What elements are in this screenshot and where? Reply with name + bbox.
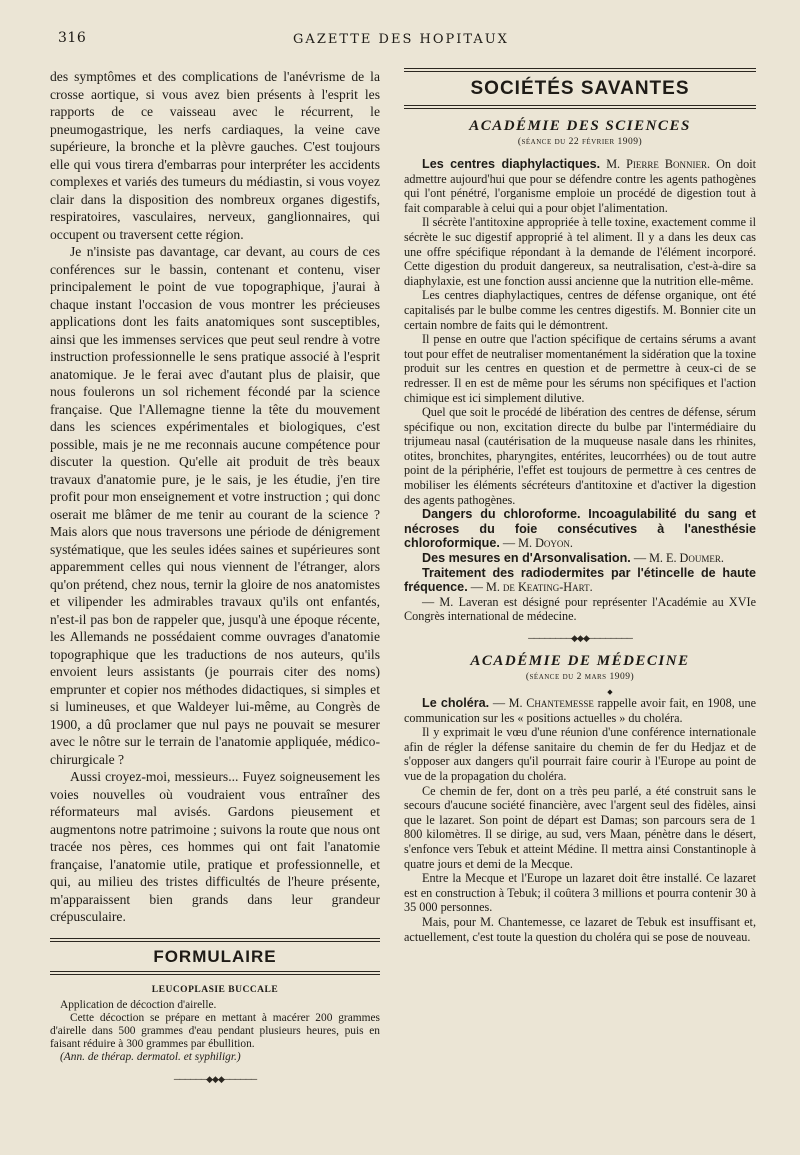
formula-source: (Ann. de thérap. dermatol. et syphiligr.) [60, 1051, 241, 1064]
article-paragraph: des symptômes et des complications de l'anévrisme de la crosse aortique, si vous avez bien présents à l'esprit les rapports de ce vaisseau avec le récurrent, le pneumogastrique, les nerfs cardiaques, la veine cave supérieure, la bronche et la plèvre gauches. C'est toujours elle qui vous tirera d'embarras pour interpréter les accidents complexes et variés des tumeurs du médiastin, si vous voyez clair dans la disposition des nombreux organes digestifs, respiratoires, vasculaires, nerveux, ganglionnaires, qui occupent ou traversent cette région. [50, 69, 380, 242]
ornament-divider: ────────◆◆◆──────── [528, 633, 632, 643]
section-rule [50, 971, 380, 975]
article-paragraph: Il sécrète l'antitoxine appropriée à telle toxine, exactement comme il sécrète le suc digestif approprié à tel aliment. Il y a dans les deux cas une offre spécifique répondant à la demande de l'élément incorporé. Cette digestion du produit dangereux, sa neutralisation, c'est-à-dire sa diaphylaxie, est une fonction aussi ancienne que la nutrition elle-même. [404, 215, 756, 288]
section-title: SOCIÉTÉS SAVANTES [470, 78, 690, 99]
formulaire-title: FORMULAIRE [153, 946, 277, 966]
page-number: 316 [58, 30, 87, 46]
right-column [404, 68, 756, 944]
article-paragraph: Il y exprimait le vœu d'une réunion d'une conférence internationale afin de régler la défense sanitaire du chemin de fer du Hedjaz et de s'opposer aux dangers qu'il pourrait faire courir à l'Europe au point de vue de la propagation du choléra. [404, 725, 756, 783]
article-paragraph: Aussi croyez-moi, messieurs... Fuyez soigneusement les voies nouvelles où voudraient vous entraîner des réformateurs mal avisés. Gardons pieusement et augmentons notre patrimoine ; suivons la route que nous ont tracée nos pères, ces hommes qui ont fait l'anatomie française, l'anatomie utile, pratique et professionnelle, et qui, au milieu des tristes difficultés de l'heure présente, m'apparaissent bien grands dans leur grandeur crépusculaire. [50, 769, 380, 924]
paragraph-lead: Dangers du chloroforme. Incoagulabilité du sang et nécroses du foie consécutives à l'anesthésie chloroformique. [404, 507, 756, 551]
article-paragraph [404, 507, 756, 551]
formula-subhead: LEUCOPLASIE BUCCALE [151, 984, 279, 995]
paragraph-lead: Les centres diaphylactiques. [422, 157, 601, 171]
section-rule [404, 68, 756, 72]
journal-title: GAZETTE DES HOPITAUX [293, 32, 509, 47]
page-header [36, 28, 766, 52]
ornament-divider: ──────◆◆◆────── [173, 1073, 257, 1084]
left-column [50, 68, 380, 1087]
article-paragraph [404, 566, 756, 595]
article-paragraph [404, 551, 756, 566]
paragraph-author: M. Pierre Bonnier. [606, 157, 711, 171]
article-paragraph: Les centres diaphylactiques. M. Pierre Bonnier. On doit admettre aujourd'hui que pour se défendre contre les agents pathogènes qui l'ont pénétré, l'organisme emploie un procédé de digestion tout à fait comparable à celui qui a pour objet l'alimentation. [404, 157, 756, 215]
seance-date: (séance du 22 février 1909) [517, 137, 643, 147]
paragraph-lead: Des mesures en d'Arsonvalisation. [422, 551, 631, 566]
article-paragraph: Les centres diaphylactiques, centres de défense organique, ont été capitalisés par le bulbe comme les centres digestifs. M. Bonnier cite un certain nombre de faits qui le démontrent. [404, 288, 756, 332]
paragraph-author: — M. E. Doumer. [633, 551, 724, 566]
paragraph-author: — M. de Keating-Hart. [470, 580, 593, 595]
article-paragraph: Mais, pour M. Chantemesse, ce lazaret de Tebuk est insuffisant et, actuellement, c'est toute la question du choléra qui se pose de nouveau. [404, 914, 756, 944]
article-paragraph: Ce chemin de fer, dont on a très peu parlé, a été construit sans le secours d'aucune société financière, avec l'argent seul des fidèles, ainsi que le lazaret. Son point de départ est Damas; son parcours sera de 1 800 kilomètres. Il se dirige, au sud, vers Maan, pénètre dans le désert, s'enfonce vers Tebuk et atteint Médine. Il mettra ainsi Constantinople à quatre jours et demi de la Mecque. [404, 783, 756, 871]
paragraph-author: — M. Doyon. [502, 536, 573, 551]
paragraph-author: — M. Chantemesse [492, 696, 594, 710]
formula-body: Cette décoction se prépare en mettant à macérer 200 grammes d'airelle dans 500 grammes d'eau pendant plusieurs heures, puis en faisant réduire à 300 grammes par ébullition. [50, 1011, 380, 1051]
ornament-mark: ◆ [607, 688, 613, 696]
article-paragraph: Le choléra. — M. Chantemesse rappelle avoir fait, en 1908, une communication sur les « positions actuelles » du choléra. [404, 696, 757, 725]
seance-date: (séance du 2 mars 1909) [525, 672, 635, 682]
paragraph-lead: Le choléra. [422, 696, 490, 710]
section-rule [50, 938, 380, 942]
academy-medecine-title: ACADÉMIE DE MÉDECINE [470, 653, 690, 669]
article-paragraph: Entre la Mecque et l'Europe un lazaret doit être installé. Ce lazaret est en construction à Tebuk; il coûtera 3 millions et pourra contenir 30 à 35 000 personnes. [404, 871, 756, 915]
article-paragraph: Je n'insiste pas davantage, car devant, au cours de ces conférences sur le bassin, contenant et contenu, viser principalement le point de vue topographique, j'aurai à chaque instant l'occasion de vous montrer les précieuses applications dont les faits anatomiques sont susceptibles, ainsi que les immenses services que peut seul rendre à votre instruction professionnelle le sens pratique associé à l'esprit anatomique. Je le ferai avec d'autant plus de plaisir, que nous foulerons un sol richement fécondé par la science française. Que l'Allemagne tienne la tête du mouvement dans les sciences expérimentales et biologiques, c'est possible, mais je ne me reconnais aucune compétence pour discuter la question. Qu'elle ait produit de très beaux travaux d'anatomie pure, je le sais, je les étudie, j'en tire profit pour mon enseignement et votre instruction ; qui donc oserait me blâmer de me tenir au courant de la science ? Mais alors que nous traversons une période de dénigrement systématique, que les seules idées saines et supérieures sont apparemment celles qui nous viennent de l'étranger, alors qu'on prétend, chez nous, ternir la gloire de nos anatomistes et vilipender les admirables travaux qu'ils ont enfantés, n'est-il pas bon de rappeler que, jusqu'à une époque récente, les Allemands ne possédaient comme ouvrages d'anatomie topographique que les traductions de nos auteurs, qu'ils envoient leurs assistants (je pourrais citer des noms) emprunter et copier nos méthodes didactiques, si simples et si lumineuses, et que Waldeyer lui-même, au Congrès de 1900, a dû proclamer que nul pays ne pouvait se mesurer avec le nôtre sur le terrain de l'anatomie appliquée, médico-chirurgicale ? [50, 244, 380, 767]
paragraph-lead: Traitement des radiodermites par l'étincelle de haute fréquence. [404, 565, 756, 595]
formula-line: Application de décoction d'airelle. [60, 998, 217, 1011]
academy-sciences-title: ACADÉMIE DES SCIENCES [469, 118, 691, 134]
article-paragraph: Il pense en outre que l'action spécifique de certains sérums a avant tout pour effet de neutraliser momentanément la sidération que la toxine produit sur les centres en question et de permettre à ceux-ci de se redresser. Il en est de même pour les sérums non spécifiques et l'action chimique est ici simplement dilutive. [404, 332, 756, 405]
article-paragraph: — M. Laveran est désigné pour représenter l'Académie au XVIe Congrès international de médecine. [404, 594, 756, 624]
article-paragraph: Quel que soit le procédé de libération des centres de défense, sérum spécifique ou non, excitation directe du bulbe par l'intermédiaire du trijumeau nasal (cautérisation de la muqueuse nasale dans les rhinites, otites, bronchites, pharyngites, entérites, leucorrhées) ou de tout autre point de la périphérie, l'effet est toujours de permettre à ces centres de mobiliser les éléments sécréteurs d'antitoxine et d'activer la digestion des agents pathogènes. [404, 405, 756, 507]
section-rule [404, 105, 756, 109]
